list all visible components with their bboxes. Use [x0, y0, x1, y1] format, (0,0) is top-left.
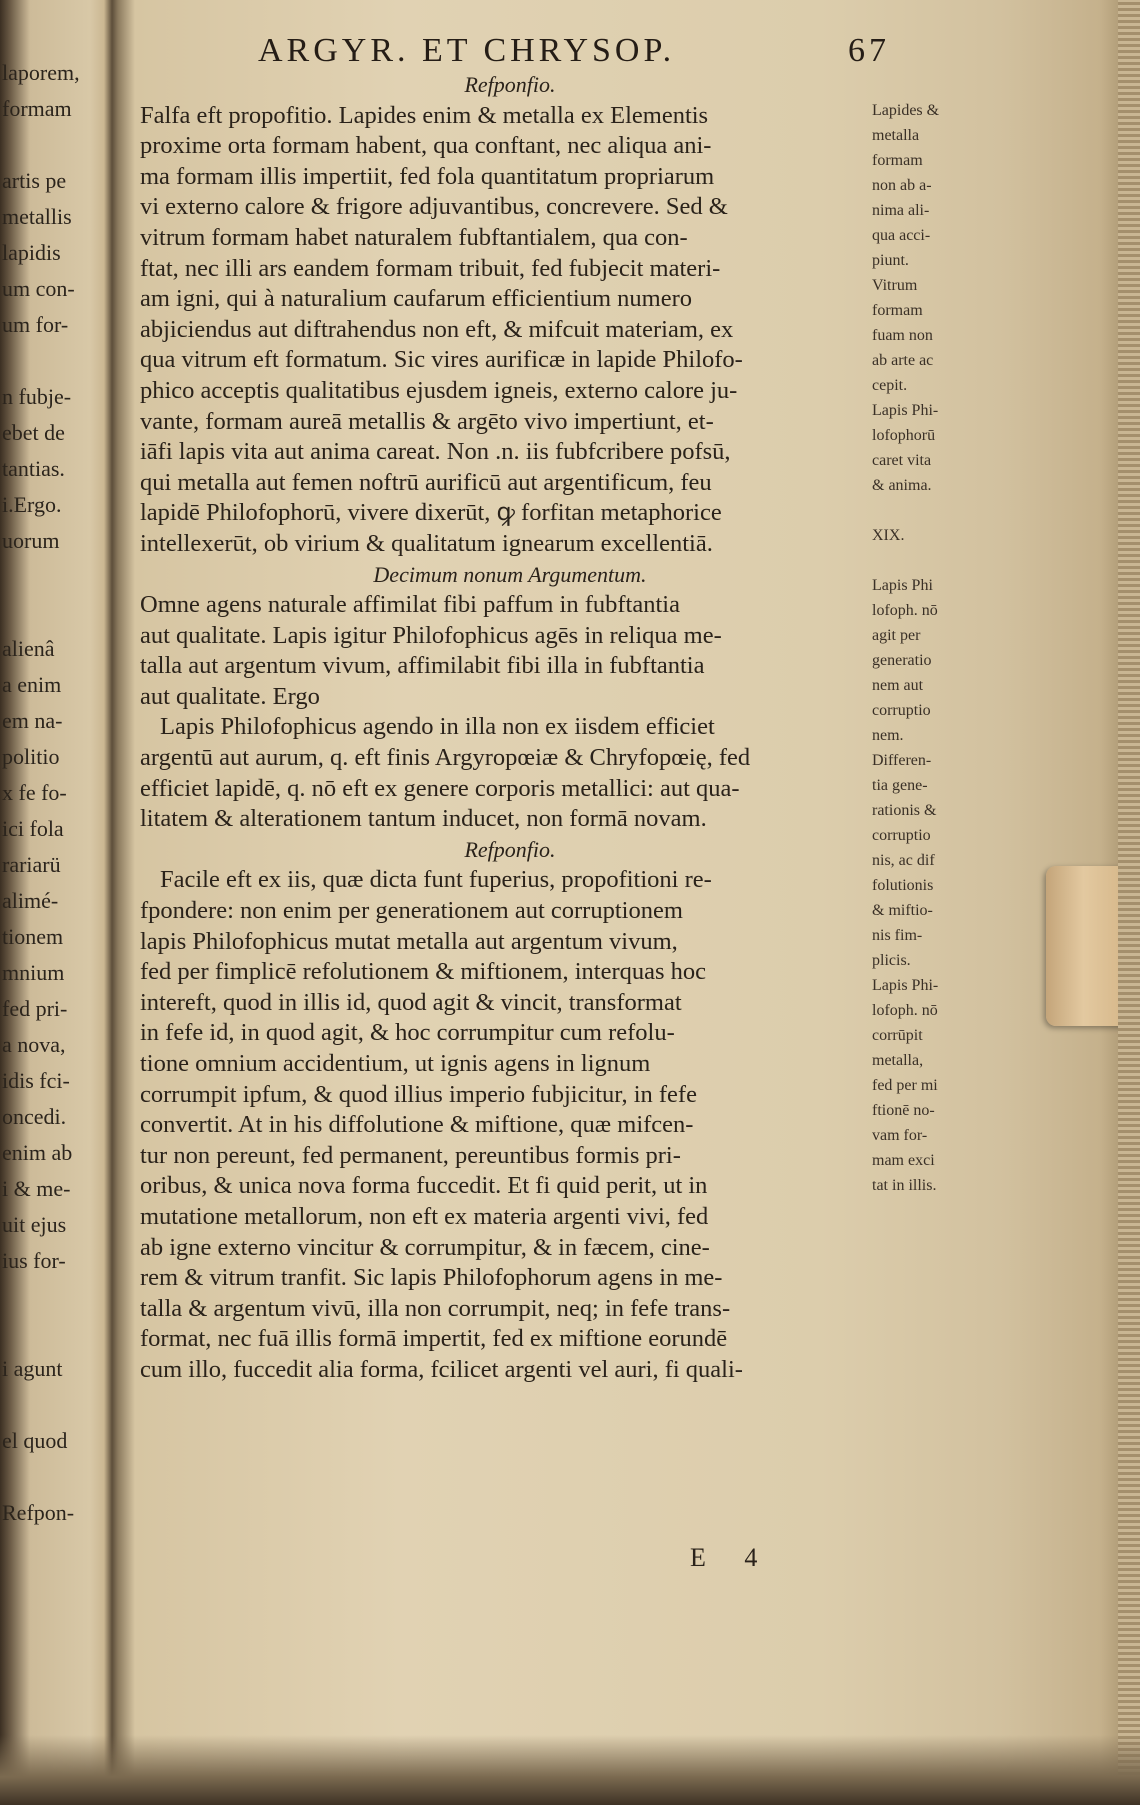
left-page-line: mnium — [2, 960, 65, 985]
margin-note — [872, 548, 990, 573]
left-page-line: ius for- — [2, 1248, 66, 1273]
margin-note: corrūpit — [872, 1027, 923, 1044]
margin-note: formam — [872, 152, 923, 169]
margin-note: folutionis — [872, 877, 934, 894]
text-line: Omne agens naturale affimilat fibi paffum in fubftantia — [140, 591, 680, 619]
margin-note: Vitrum — [872, 277, 918, 294]
left-page-line: ebet de — [2, 420, 65, 445]
left-page-line: rariarü — [2, 852, 61, 877]
section-heading: Refponfio. — [464, 836, 556, 862]
left-page-line: um for- — [2, 312, 69, 337]
left-page-line: laporem, — [2, 60, 80, 85]
text-line: iāfi lapis vita aut anima careat. Non .n. iis fubfcribere pofsū, — [140, 438, 731, 466]
margin-note — [872, 498, 990, 523]
left-page-line: politio — [2, 744, 60, 769]
running-head: ARGYR. ET CHRYSOP. — [258, 32, 676, 69]
margin-note: lofoph. nō — [872, 1002, 938, 1019]
text-line: efficiet lapidē, q. nō eft ex genere corporis metallici: aut qua- — [140, 774, 740, 802]
margin-notes — [872, 98, 990, 1198]
margin-note: Lapides & — [872, 102, 940, 119]
text-line: am igni, qui à naturalium caufarum efficientium numero — [140, 285, 692, 313]
margin-note: corruptio — [872, 827, 931, 844]
section-heading: Refponfio. — [464, 72, 556, 97]
left-page-line: a nova, — [2, 1032, 66, 1057]
text-line: phico acceptis qualitatibus ejusdem igneis, externo calore ju- — [140, 376, 738, 404]
margin-note: formam — [872, 302, 923, 319]
left-page-line: em na- — [2, 708, 63, 733]
text-line: lapis Philofophicus mutat metalla aut argentum vivum, — [140, 927, 678, 955]
margin-note: & anima. — [872, 477, 932, 494]
text-line: litatem & alterationem tantum inducet, non formā novam. — [140, 805, 707, 833]
margin-note: nima ali- — [872, 202, 930, 219]
left-page-line: oncedi. — [2, 1104, 67, 1129]
text-line: ftat, nec illi ars eandem formam tribuit, fed fubjecit materi- — [140, 254, 721, 282]
left-page-line: uit ejus — [2, 1212, 67, 1237]
margin-note: caret vita — [872, 452, 932, 469]
page-number: 67 — [848, 32, 890, 69]
left-page-line: i agunt — [2, 1356, 63, 1381]
text-line: format, nec fuā illis formā impertit, fed ex miftione eorundē — [140, 1325, 728, 1353]
text-line: mutatione metallorum, non eft ex materia argenti vivi, fed — [140, 1202, 709, 1230]
left-page-line: alimé- — [2, 888, 59, 913]
margin-note: non ab a- — [872, 177, 932, 194]
margin-note: corruptio — [872, 702, 931, 719]
margin-note: cepit. — [872, 377, 908, 394]
margin-note: rationis & — [872, 802, 937, 819]
text-line: Lapis Philofophicus agendo in illa non ex iisdem efficiet — [160, 713, 715, 741]
text-line: abjiciendus aut diftrahendus non eft, & mifcuit materiam, ex — [140, 315, 734, 343]
left-page-line: x fe fo- — [2, 780, 67, 805]
margin-note: nis, ac dif — [872, 852, 935, 869]
margin-note: agit per — [872, 627, 921, 644]
text-line: aut qualitate. Lapis igitur Philofophicus agēs in reliqua me- — [140, 621, 722, 649]
margin-note: lofophorū — [872, 427, 936, 444]
text-line: corrumpit ipfum, & quod illius imperio fubjicitur, in fefe — [140, 1080, 697, 1108]
text-line: talla aut argentum vivum, affimilabit fibi illa in fubftantia — [140, 652, 705, 680]
catchword: E 4 — [690, 1543, 774, 1572]
left-page-fragment — [0, 60, 100, 1560]
text-line: ma formam illis impertiit, fed fola quantitatum propriarum — [140, 162, 715, 190]
section-heading: Decimum nonum Argumentum. — [373, 561, 647, 587]
left-page-line: metallis — [2, 204, 72, 229]
margin-note: nem aut — [872, 677, 924, 694]
text-line: Falfa eft propofitio. Lapides enim & metalla ex Elementis — [140, 101, 709, 129]
margin-note: & miftio- — [872, 902, 933, 919]
text-line: intellexerūt, ob virium & qualitatum ignearum excellentiā. — [140, 529, 713, 557]
left-page-line: artis pe — [2, 168, 67, 193]
margin-note: ab arte ac — [872, 352, 934, 369]
text-line: ab igne externo vincitur & corrumpitur, & in fæcem, cine- — [140, 1233, 710, 1261]
left-page-line: i & me- — [2, 1176, 71, 1201]
text-line: vitrum formam habet naturalem fubftantialem, qua con- — [140, 223, 688, 251]
text-line: fed per fimplicē refolutionem & miftionem, interquas hoc — [140, 958, 707, 986]
margin-note: ftionē no- — [872, 1102, 935, 1119]
margin-note: Lapis Phi — [872, 577, 933, 594]
body-text — [140, 70, 880, 1386]
margin-note: fed per mi — [872, 1077, 938, 1094]
text-line: vante, formam aureā metallis & argēto vivo impertiunt, et- — [140, 407, 714, 435]
left-page-line: um con- — [2, 276, 75, 301]
margin-note: nis fim- — [872, 927, 923, 944]
margin-note: piunt. — [872, 252, 909, 269]
margin-note: tia gene- — [872, 777, 928, 794]
left-page-line: ici fola — [2, 816, 64, 841]
text-line: tione omnium accidentium, ut ignis agens in lignum — [140, 1050, 651, 1077]
text-line: lapidē Philofophorū, vivere dixerūt, ꝙ forfitan metaphorice — [140, 499, 722, 527]
left-page-line: lapidis — [2, 240, 61, 265]
margin-note: fuam non — [872, 327, 933, 344]
margin-note: nem. — [872, 727, 904, 744]
text-line: qui metalla aut femen noftrū aurificū aut argentificum, feu — [140, 468, 712, 496]
margin-note: Lapis Phi- — [872, 977, 939, 994]
left-page-line: fed pri- — [2, 996, 68, 1021]
left-page-line: formam — [2, 96, 72, 121]
margin-note: lofoph. nō — [872, 602, 938, 619]
margin-note: qua acci- — [872, 227, 931, 244]
text-line: aut qualitate. Ergo — [140, 682, 320, 710]
text-line: convertit. At in his diffolutione & miftione, quæ mifcen- — [140, 1111, 694, 1139]
margin-note: vam for- — [872, 1127, 928, 1144]
margin-note: XIX. — [872, 527, 905, 544]
left-page-line: el quod — [2, 1428, 68, 1453]
margin-note: Lapis Phi- — [872, 402, 939, 419]
margin-note: plicis. — [872, 952, 911, 969]
text-line: proxime orta formam habent, qua conftant, nec aliqua ani- — [140, 132, 712, 160]
text-line: qua vitrum eft formatum. Sic vires aurificæ in lapide Philofo- — [140, 346, 743, 374]
left-page-line: uorum — [2, 528, 60, 553]
page-edge — [1118, 0, 1140, 1805]
text-line: cum illo, fuccedit alia forma, fcilicet argenti vel auri, fi quali- — [140, 1355, 743, 1383]
margin-note: mam exci — [872, 1152, 935, 1169]
text-line: oribus, & unica nova forma fuccedit. Et fi quid perit, ut in — [140, 1172, 708, 1200]
text-line: tur non pereunt, fed permanent, pereuntibus formis pri- — [140, 1141, 681, 1169]
left-page-line: n fubje- — [2, 384, 72, 409]
margin-note: metalla — [872, 127, 920, 144]
text-line: argentū aut aurum, q. eft finis Argyropœiæ & Chryfopœię, fed — [140, 744, 751, 772]
page-header — [258, 32, 890, 72]
left-page-line: Refpon- — [2, 1500, 75, 1525]
text-line: talla & argentum vivū, illa non corrumpit, neq; in fefe trans- — [140, 1294, 731, 1322]
left-page-line: alienâ — [2, 636, 55, 661]
text-line: in fefe id, in quod agit, & hoc corrumpitur cum refolu- — [140, 1019, 675, 1047]
margin-note: tat in illis. — [872, 1177, 937, 1194]
text-line: intereft, quod in illis id, quod agit & vincit, transformat — [140, 988, 682, 1016]
margin-note: generatio — [872, 652, 932, 669]
left-page-line: idis fci- — [2, 1068, 70, 1093]
left-page-line: i.Ergo. — [2, 492, 62, 517]
margin-note: Differen- — [872, 752, 932, 769]
left-page-line: enim ab — [2, 1140, 73, 1165]
margin-note: metalla, — [872, 1052, 924, 1069]
text-line: fpondere: non enim per generationem aut corruptionem — [140, 897, 683, 925]
left-page-line: tionem — [2, 924, 64, 949]
text-line: rem & vitrum tranfit. Sic lapis Philofophorum agens in me- — [140, 1264, 723, 1292]
left-page-line: tantias. — [2, 456, 65, 481]
left-page-line: a enim — [2, 672, 62, 697]
text-line: Facile eft ex iis, quæ dicta funt fuperius, propofitioni re- — [160, 866, 712, 894]
text-line: vi externo calore & frigore adjuvantibus, concrevere. Sed & — [140, 193, 728, 221]
